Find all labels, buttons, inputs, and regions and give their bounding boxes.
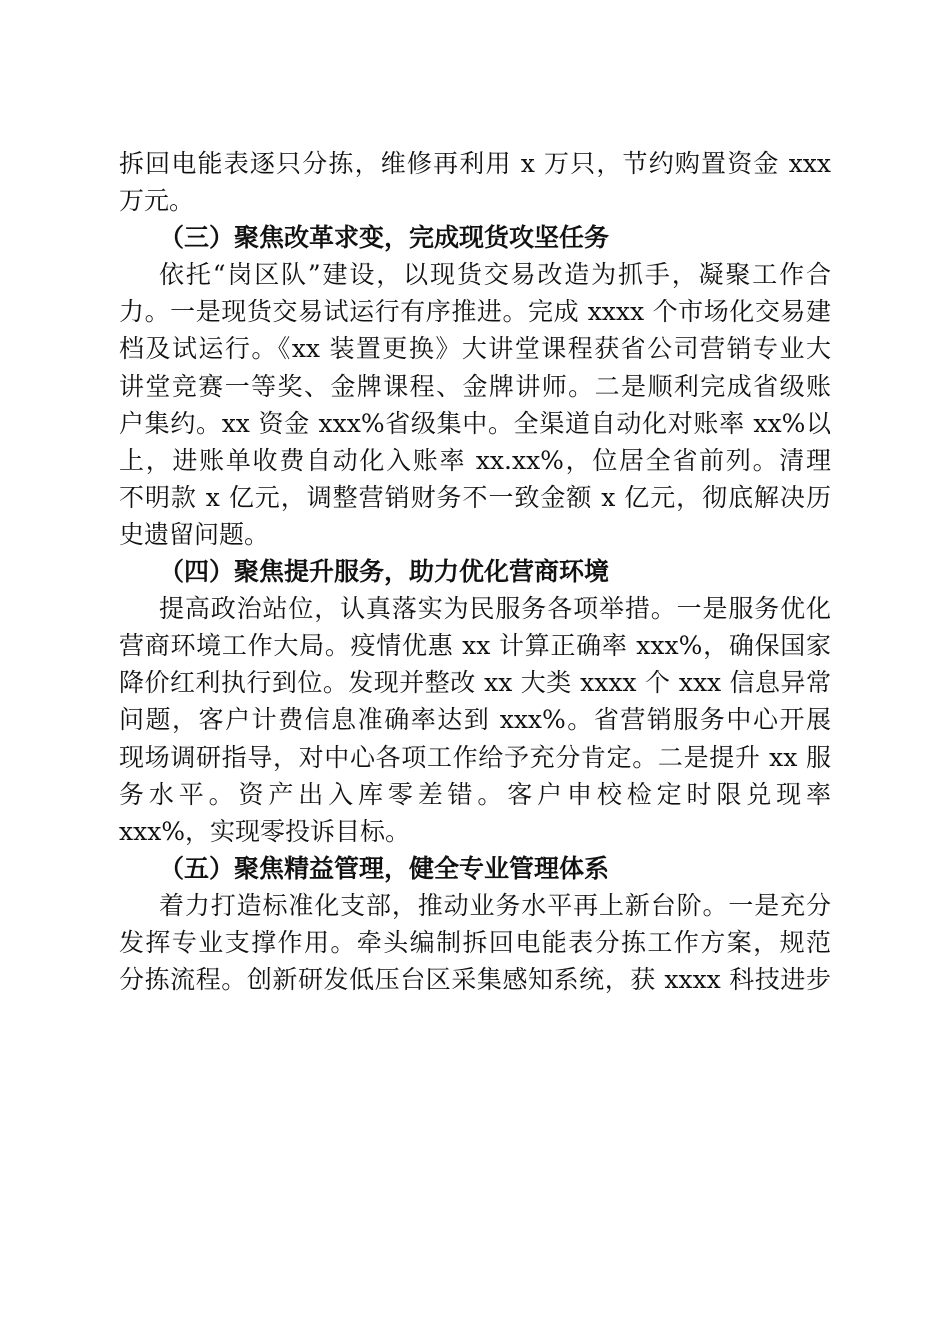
text-line: 拆回电能表逐只分拣，维修再利用 x 万只，节约购置资金 xxx — [119, 149, 831, 178]
document-body — [119, 145, 831, 998]
text-line: 提高政治站位，认真落实为民服务各项举措。一是服务优化 — [159, 594, 831, 624]
text-line: 讲堂竞赛一等奖、金牌课程、金牌讲师。二是顺利完成省级账 — [119, 371, 831, 401]
text-line: xxx%，实现零投诉目标。 — [119, 816, 411, 846]
text-line: 力。一是现货交易试运行有序推进。完成 xxxx 个市场化交易建 — [119, 297, 831, 327]
text-line: 户集约。xx 资金 xxx%省级集中。全渠道自动化对账率 xx%以 — [119, 408, 831, 438]
text-line: 依托“岗区队”建设，以现货交易改造为抓手，凝聚工作合 — [159, 260, 831, 290]
section-heading-3: （三）聚焦改革求变，完成现货攻坚任务 — [159, 223, 610, 253]
text-line: 着力打造标准化支部，推动业务水平再上新台阶。一是充分 — [159, 890, 831, 920]
text-line: 务水平。资产出入库零差错。客户申校检定时限兑现率 — [119, 779, 831, 809]
text-line: 问题，客户计费信息准确率达到 xxx%。省营销服务中心开展 — [119, 705, 831, 735]
text-line: 现场调研指导，对中心各项工作给予充分肯定。二是提升 xx 服 — [119, 742, 831, 772]
section-heading-4: （四）聚焦提升服务，助力优化营商环境 — [159, 557, 610, 587]
text-line: 万元。 — [119, 186, 195, 216]
text-line: 分拣流程。创新研发低压台区采集感知系统，获 xxxx 科技进步 — [119, 965, 831, 995]
text-line: 降价红利执行到位。发现并整改 xx 大类 xxxx 个 xxx 信息异常 — [119, 668, 831, 698]
text-line: 发挥专业支撑作用。牵头编制拆回电能表分拣工作方案，规范 — [119, 927, 831, 957]
text-line: 档及试运行。《xx 装置更换》大讲堂课程获省公司营销专业大 — [119, 334, 831, 364]
section-heading-5: （五）聚焦精益管理，健全专业管理体系 — [159, 853, 610, 883]
text-line: 不明款 x 亿元，调整营销财务不一致金额 x 亿元，彻底解决历 — [119, 482, 831, 512]
text-line: 营商环境工作大局。疫情优惠 xx 计算正确率 xxx%，确保国家 — [119, 631, 831, 661]
text-line: 史遗留问题。 — [119, 519, 270, 549]
text-line: 上，进账单收费自动化入账率 xx.xx%，位居全省前列。清理 — [119, 445, 831, 475]
